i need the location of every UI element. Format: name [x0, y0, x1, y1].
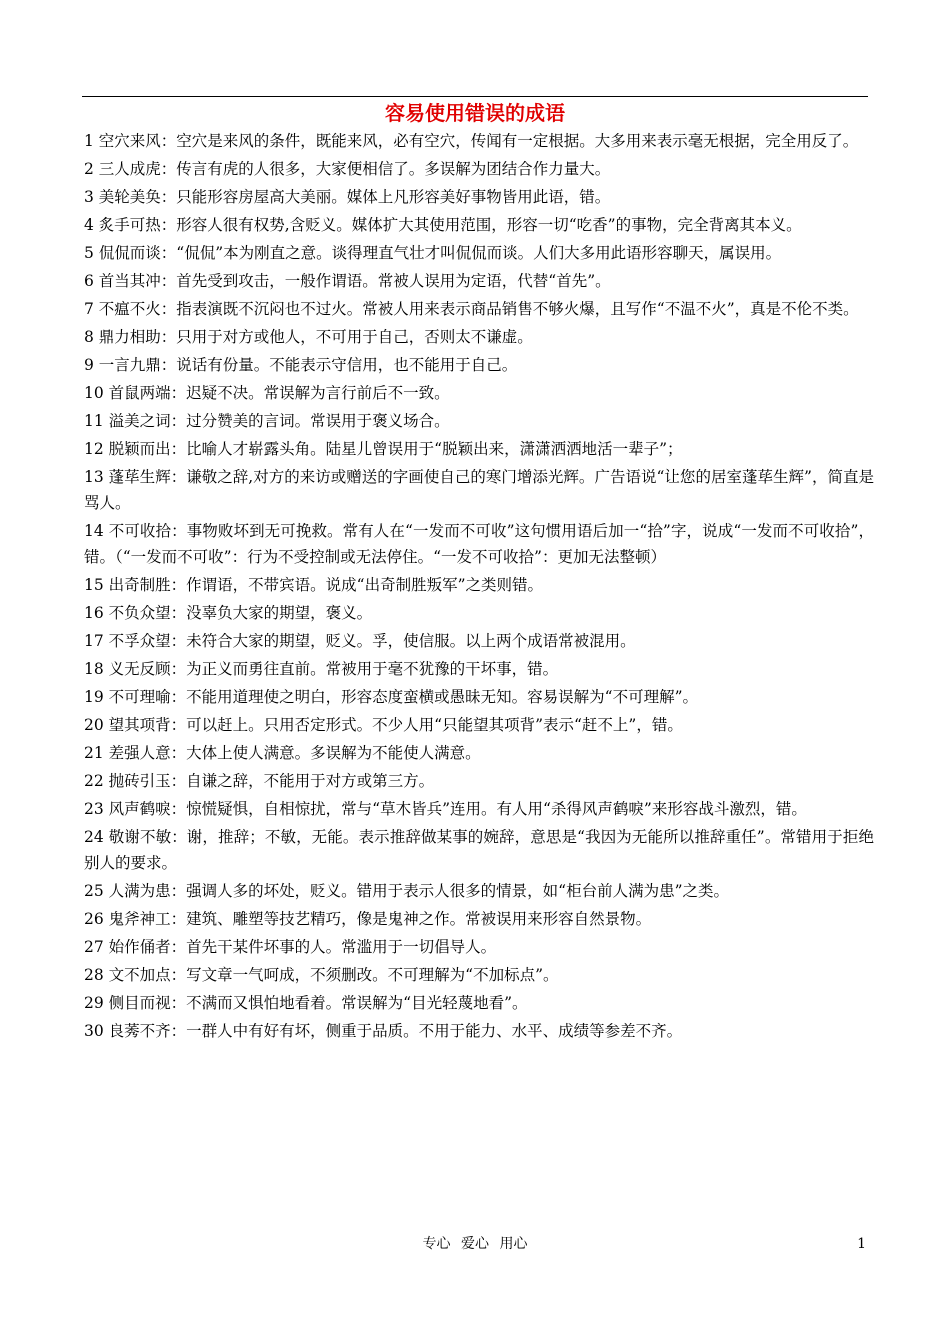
page-footer: [0, 1232, 950, 1256]
idiom-entry: 14 不可收拾：事物败坏到无可挽救。常有人在“一发而不可收”这句惯用语后加一“拾”字，说成“一发而不可收拾”，错。（“一发而不可收”：行为不受控制或无法停住。“一发不可收拾”：更加无法整顿）: [84, 522, 874, 566]
idiom-entry: 24 敬谢不敏：谢，推辞；不敏，无能。表示推辞做某事的婉辞，意思是“我因为无能所以推辞重任”。常错用于拒绝别人的要求。: [84, 828, 874, 872]
idiom-entry: 8 鼎力相助：只用于对方或他人，不可用于自己，否则太不谦虚。: [84, 328, 533, 346]
idiom-entry: 16 不负众望：没辜负大家的期望，褒义。: [84, 604, 373, 622]
idiom-entry: 29 侧目而视：不满而又惧怕地看着。常误解为“目光轻蔑地看”。: [84, 994, 528, 1012]
idiom-entry: 13 蓬荜生辉：谦敬之辞,对方的来访或赠送的字画使自己的寒门增添光辉。广告语说“让您的居室蓬荜生辉”，简直是骂人。: [84, 468, 874, 512]
idiom-entry: 19 不可理喻：不能用道理使之明白，形容态度蛮横或愚昧无知。容易误解为“不可理解”。: [84, 688, 699, 706]
document-title: 容易使用错误的成语: [385, 101, 565, 125]
idiom-entry: 6 首当其冲：首先受到攻击，一般作谓语。常被人误用为定语，代替“首先”。: [84, 272, 611, 290]
idiom-entry: 3 美轮美奂：只能形容房屋高大美丽。媒体上凡形容美好事物皆用此语，错。: [84, 188, 611, 206]
idiom-entry: 20 望其项背：可以赶上。只用否定形式。不少人用“只能望其项背”表示“赶不上”，错。: [84, 716, 683, 734]
idiom-entry: 30 良莠不齐：一群人中有好有坏，侧重于品质。不用于能力、水平、成绩等参差不齐。: [84, 1022, 683, 1040]
idiom-entry: 1 空穴来风：空穴是来风的条件，既能来风，必有空穴，传闻有一定根据。大多用来表示毫无根据，完全用反了。: [84, 132, 859, 150]
idiom-entry: 21 差强人意：大体上使人满意。多误解为不能使人满意。: [84, 744, 481, 762]
idiom-entry: 2 三人成虎：传言有虎的人很多，大家便相信了。多误解为团结合作力量大。: [84, 160, 611, 178]
idiom-entry: 22 抛砖引玉：自谦之辞，不能用于对方或第三方。: [84, 772, 435, 790]
idiom-list: [84, 128, 874, 1046]
header-rule: [82, 96, 868, 97]
page-number: 1: [857, 1236, 866, 1252]
idiom-entry: 9 一言九鼎：说话有份量。不能表示守信用，也不能用于自己。: [84, 356, 518, 374]
idiom-entry: 12 脱颖而出：比喻人才崭露头角。陆星儿曾误用于“脱颖出来，潇潇洒洒地活一辈子”；: [84, 440, 683, 458]
idiom-entry: 27 始作俑者：首先干某件坏事的人。常滥用于一切倡导人。: [84, 938, 497, 956]
footer-motto: 专心 爱心 用心: [422, 1236, 528, 1252]
idiom-entry: 15 出奇制胜：作谓语，不带宾语。说成“出奇制胜叛军”之类则错。: [84, 576, 544, 594]
idiom-entry: 11 溢美之词：过分赞美的言词。常误用于褒义场合。: [84, 412, 450, 430]
idiom-entry: 5 侃侃而谈：“侃侃”本为刚直之意。谈得理直气壮才叫侃侃而谈。人们大多用此语形容聊天，属误用。: [84, 244, 782, 262]
idiom-entry: 26 鬼斧神工：建筑、雕塑等技艺精巧，像是鬼神之作。常被误用来形容自然景物。: [84, 910, 652, 928]
idiom-entry: 7 不瘟不火：指表演既不沉闷也不过火。常被人用来表示商品销售不够火爆，且写作“不温不火”，真是不伦不类。: [84, 300, 859, 318]
idiom-entry: 17 不孚众望：未符合大家的期望，贬义。孚，使信服。以上两个成语常被混用。: [84, 632, 636, 650]
idiom-entry: 25 人满为患：强调人多的坏处，贬义。错用于表示人很多的情景，如“柜台前人满为患”之类。: [84, 882, 730, 900]
idiom-entry: 28 文不加点：写文章一气呵成，不须删改。不可理解为“不加标点”。: [84, 966, 559, 984]
idiom-entry: 10 首鼠两端：迟疑不决。常误解为言行前后不一致。: [84, 384, 450, 402]
idiom-entry: 23 风声鹤唳：惊慌疑惧，自相惊扰，常与“草木皆兵”连用。有人用“杀得风声鹤唳”来形容战斗激烈，错。: [84, 800, 807, 818]
idiom-entry: 4 炙手可热：形容人很有权势,含贬义。媒体扩大其使用范围，形容一切“吃香”的事物，完全背离其本义。: [84, 216, 802, 234]
idiom-entry: 18 义无反顾：为正义而勇往直前。常被用于毫不犹豫的干坏事，错。: [84, 660, 559, 678]
